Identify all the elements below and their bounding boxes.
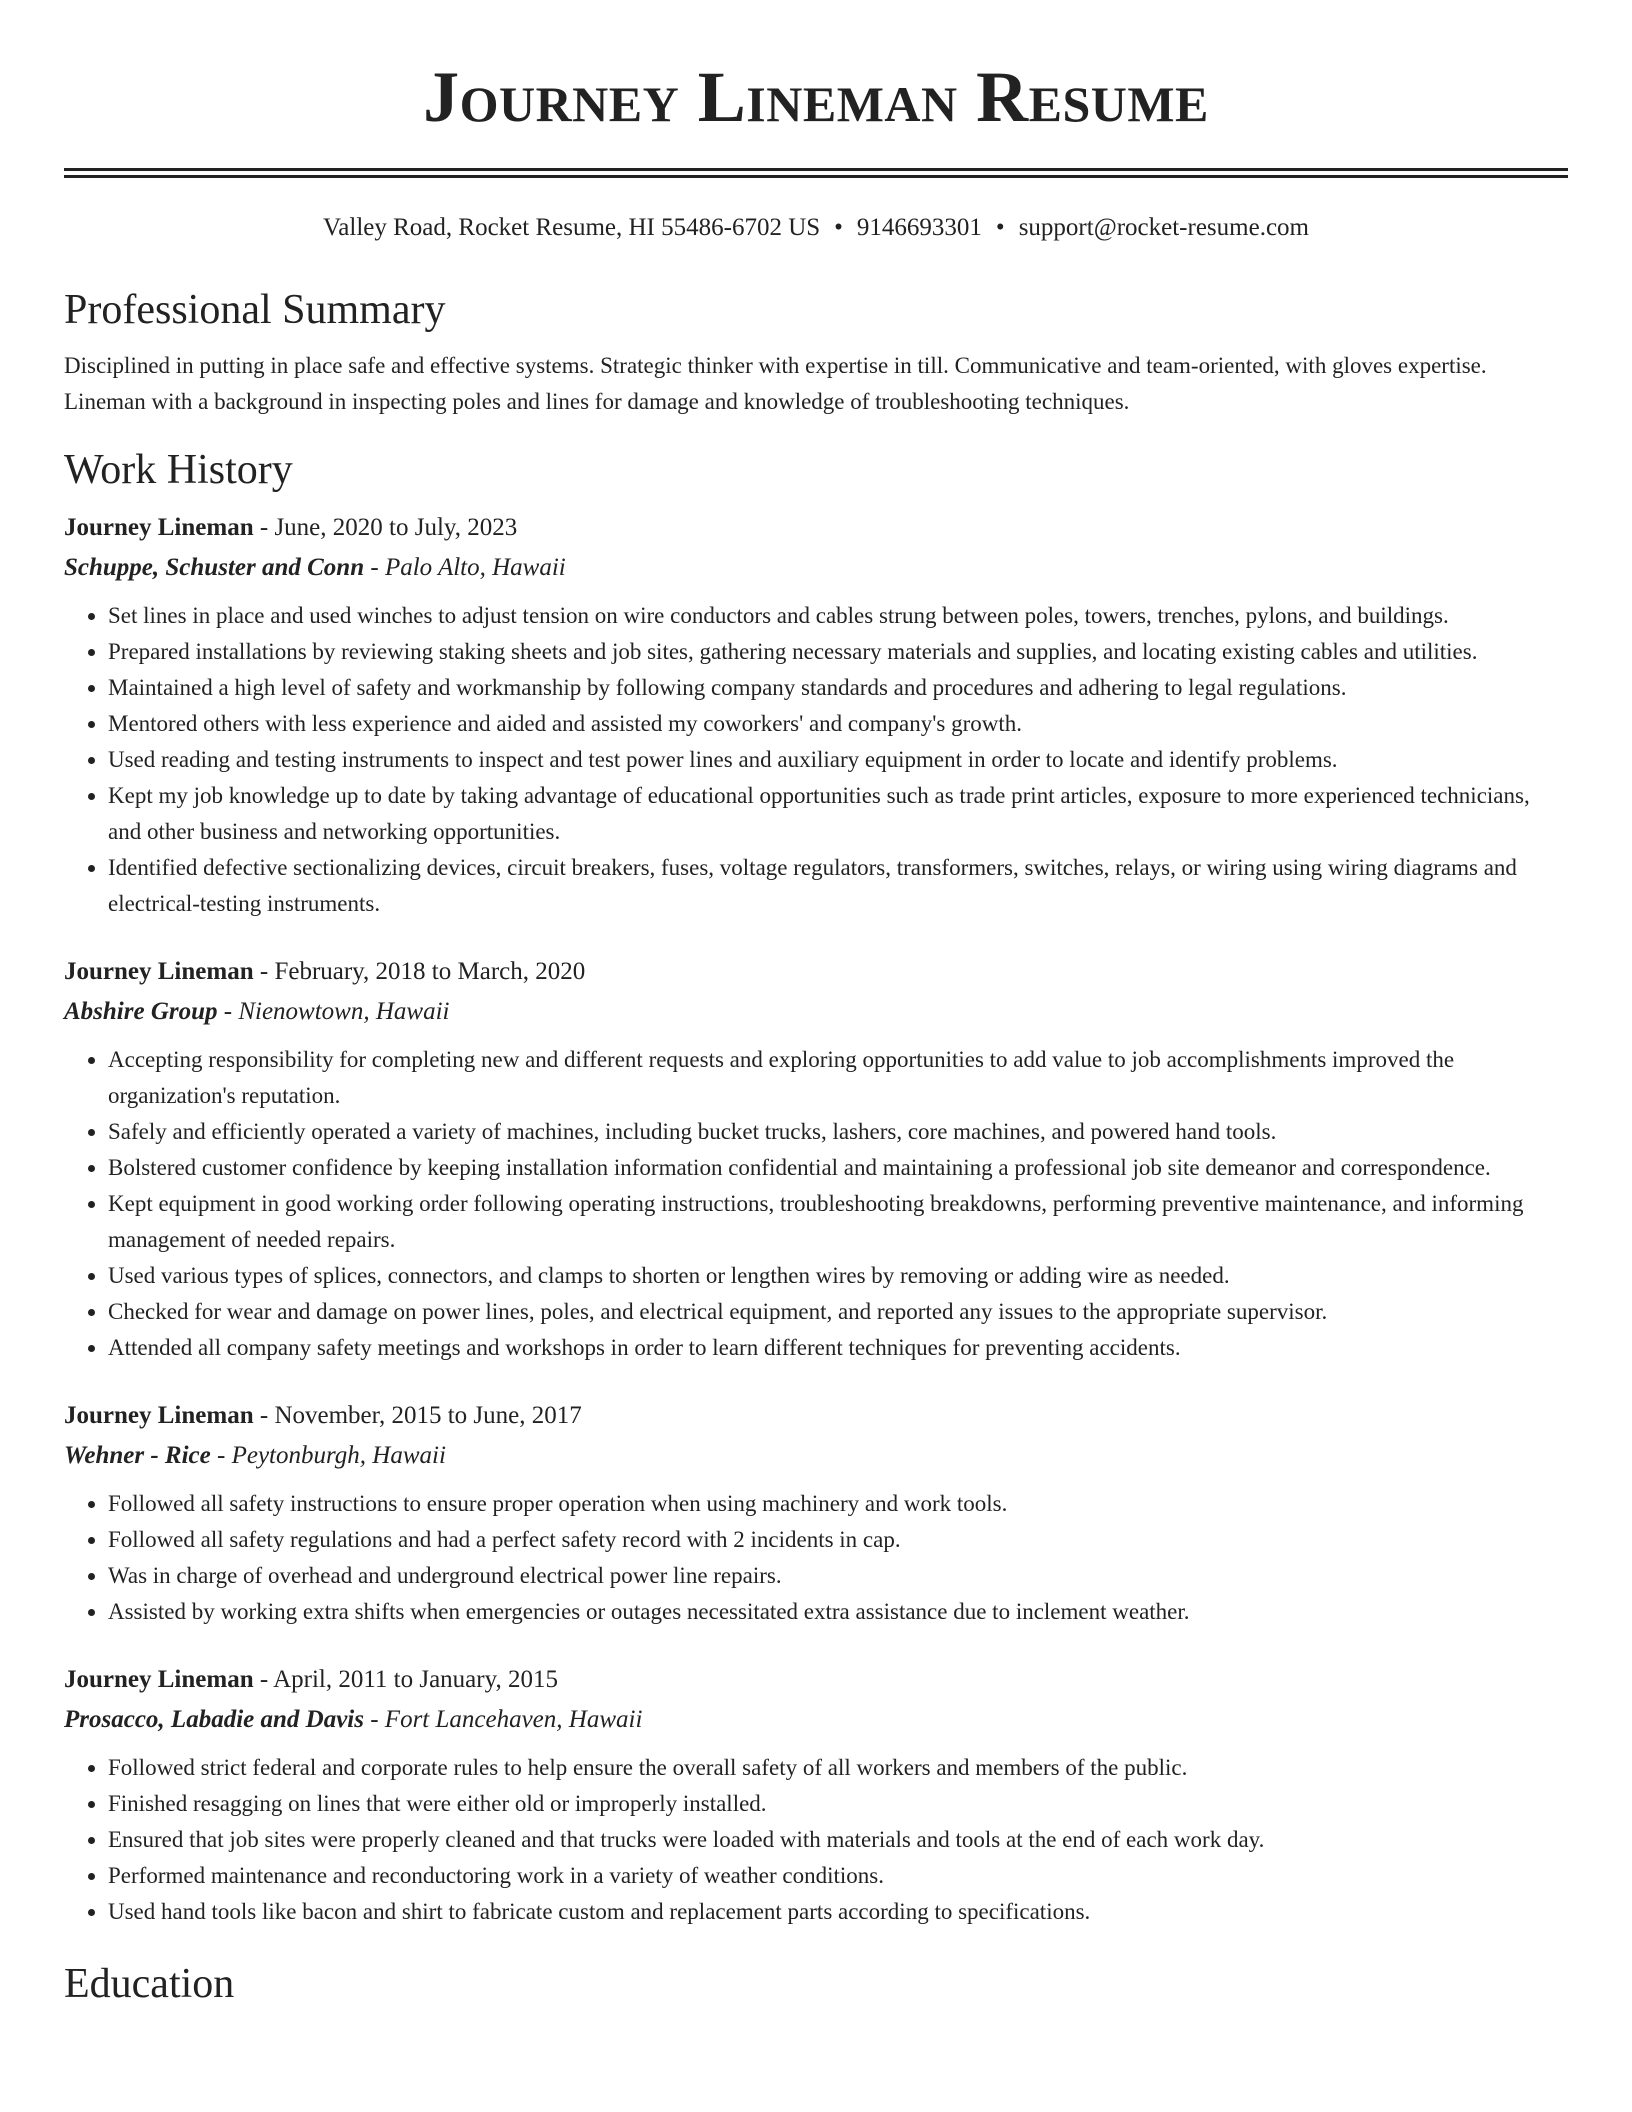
job-duty-item: • Accepting responsibility for completing new and different requests and exploring opportunities to add value to job accomplishments improved the organization's reputation.: [108, 1042, 1568, 1114]
job-role: Journey Lineman: [64, 514, 254, 541]
job-dates: February, 2018 to March, 2020: [274, 958, 586, 985]
work-history-list: [64, 508, 1568, 1930]
job-duties: [64, 1750, 1568, 1930]
job-header: Journey Lineman - November, 2015 to June, 2017: [64, 1402, 582, 1429]
resume-title: Journey Lineman Resume: [423, 57, 1209, 137]
job-location: Palo Alto, Hawaii: [384, 554, 566, 581]
job-duty-item: • Bolstered customer confidence by keeping installation information confidential and maintaining a professional job site demeanor and correspondence.: [108, 1150, 1568, 1186]
job-employer: Prosacco, Labadie and Davis - Fort Lancehaven, Hawaii: [64, 1706, 643, 1733]
summary-heading: Professional Summary: [64, 287, 446, 333]
job-duty-item: • Ensured that job sites were properly cleaned and that trucks were loaded with materials and tools at the end of each work day.: [108, 1822, 1568, 1858]
job-duty-item: • Used various types of splices, connectors, and clamps to shorten or lengthen wires by removing or adding wire as needed.: [108, 1258, 1568, 1294]
job-entry: [64, 508, 1568, 922]
summary-text: Disciplined in putting in place safe and effective systems. Strategic thinker with expertise in till. Communicative and team-oriented, with gloves expertise. Lineman with a background in inspecting poles and lines for damage and knowledge of troubleshooting techniques.: [64, 353, 1487, 414]
job-header: Journey Lineman - April, 2011 to January, 2015: [64, 1666, 558, 1693]
job-duty-item: • Followed strict federal and corporate rules to help ensure the overall safety of all workers and members of the public.: [108, 1750, 1568, 1786]
job-role: Journey Lineman: [64, 1402, 254, 1429]
job-entry: [64, 1660, 1568, 1930]
job-duties: [64, 598, 1568, 922]
job-duty-item: • Performed maintenance and reconductoring work in a variety of weather conditions.: [108, 1858, 1568, 1894]
job-duties: [64, 1486, 1568, 1630]
job-employer: Schuppe, Schuster and Conn - Palo Alto, Hawaii: [64, 554, 566, 581]
contact-separator: •: [834, 214, 843, 241]
job-employer: Wehner - Rice - Peytonburgh, Hawaii: [64, 1442, 446, 1469]
contact-email: support@rocket-resume.com: [1018, 214, 1309, 241]
job-company: Schuppe, Schuster and Conn: [64, 554, 365, 581]
title-divider: [64, 168, 1568, 178]
job-entry: [64, 1396, 1568, 1630]
contact-separator: •: [995, 214, 1005, 241]
job-duty-item: • Was in charge of overhead and underground electrical power line repairs.: [108, 1558, 1568, 1594]
job-duty-item: • Followed all safety instructions to ensure proper operation when using machinery and work tools.: [108, 1486, 1568, 1522]
job-duties: [64, 1042, 1568, 1366]
job-location: Nienowtown, Hawaii: [238, 998, 450, 1025]
job-dates: June, 2020 to July, 2023: [274, 514, 518, 541]
contact-line: [64, 212, 1568, 244]
job-dates: November, 2015 to June, 2017: [274, 1402, 582, 1429]
job-duty-item: • Used reading and testing instruments to inspect and test power lines and auxiliary equipment in order to locate and identify problems.: [108, 742, 1568, 778]
job-header: Journey Lineman - February, 2018 to March, 2020: [64, 958, 586, 985]
contact-phone: 9146693301: [856, 214, 982, 241]
job-duty-item: • Maintained a high level of safety and workmanship by following company standards and procedures and adhering to legal regulations.: [108, 670, 1568, 706]
job-location: Fort Lancehaven, Hawaii: [384, 1706, 643, 1733]
job-employer: Abshire Group - Nienowtown, Hawaii: [64, 998, 450, 1025]
job-company: Wehner - Rice: [64, 1442, 211, 1469]
job-duty-item: • Set lines in place and used winches to adjust tension on wire conductors and cables strung between poles, towers, trenches, pylons, and buildings.: [108, 598, 1568, 634]
job-duty-item: • Followed all safety regulations and had a perfect safety record with 2 incidents in cap.: [108, 1522, 1568, 1558]
job-entry: [64, 952, 1568, 1366]
job-duty-item: • Attended all company safety meetings and workshops in order to learn different techniques for preventing accidents.: [108, 1330, 1568, 1366]
job-duty-item: • Used hand tools like bacon and shirt to fabricate custom and replacement parts according to specifications.: [108, 1894, 1568, 1930]
job-dates: April, 2011 to January, 2015: [273, 1666, 558, 1693]
job-location: Peytonburgh, Hawaii: [231, 1442, 446, 1469]
job-duty-item: • Checked for wear and damage on power lines, poles, and electrical equipment, and reported any issues to the appropriate supervisor.: [108, 1294, 1568, 1330]
job-duty-item: • Identified defective sectionalizing devices, circuit breakers, fuses, voltage regulators, transformers, switches, relays, or wiring using wiring diagrams and electrical-testing instruments.: [108, 850, 1568, 922]
job-header: Journey Lineman - June, 2020 to July, 2023: [64, 514, 518, 541]
job-duty-item: • Mentored others with less experience and aided and assisted my coworkers' and company's growth.: [108, 706, 1568, 742]
resume-page: [64, 0, 1568, 2010]
job-duty-item: • Prepared installations by reviewing staking sheets and job sites, gathering necessary materials and supplies, and locating existing cables and utilities.: [108, 634, 1568, 670]
job-duty-item: • Kept equipment in good working order following operating instructions, troubleshooting breakdowns, performing preventive maintenance, and informing management of needed repairs.: [108, 1186, 1568, 1258]
job-duty-item: • Assisted by working extra shifts when emergencies or outages necessitated extra assistance due to inclement weather.: [108, 1594, 1568, 1630]
job-role: Journey Lineman: [64, 958, 254, 985]
job-role: Journey Lineman: [64, 1666, 254, 1693]
job-duty-item: • Finished resagging on lines that were either old or improperly installed.: [108, 1786, 1568, 1822]
job-company: Prosacco, Labadie and Davis: [64, 1706, 364, 1733]
education-heading: Education: [64, 1961, 235, 2007]
contact-address: Valley Road, Rocket Resume, HI 55486-6702 US: [323, 214, 821, 241]
job-company: Abshire Group: [64, 998, 218, 1025]
work-history-heading: Work History: [64, 447, 293, 493]
job-duty-item: • Kept my job knowledge up to date by taking advantage of educational opportunities such as trade print articles, exposure to more experienced technicians, and other business and networking opportunities.: [108, 778, 1568, 850]
job-duty-item: • Safely and efficiently operated a variety of machines, including bucket trucks, lashers, core machines, and powered hand tools.: [108, 1114, 1568, 1150]
